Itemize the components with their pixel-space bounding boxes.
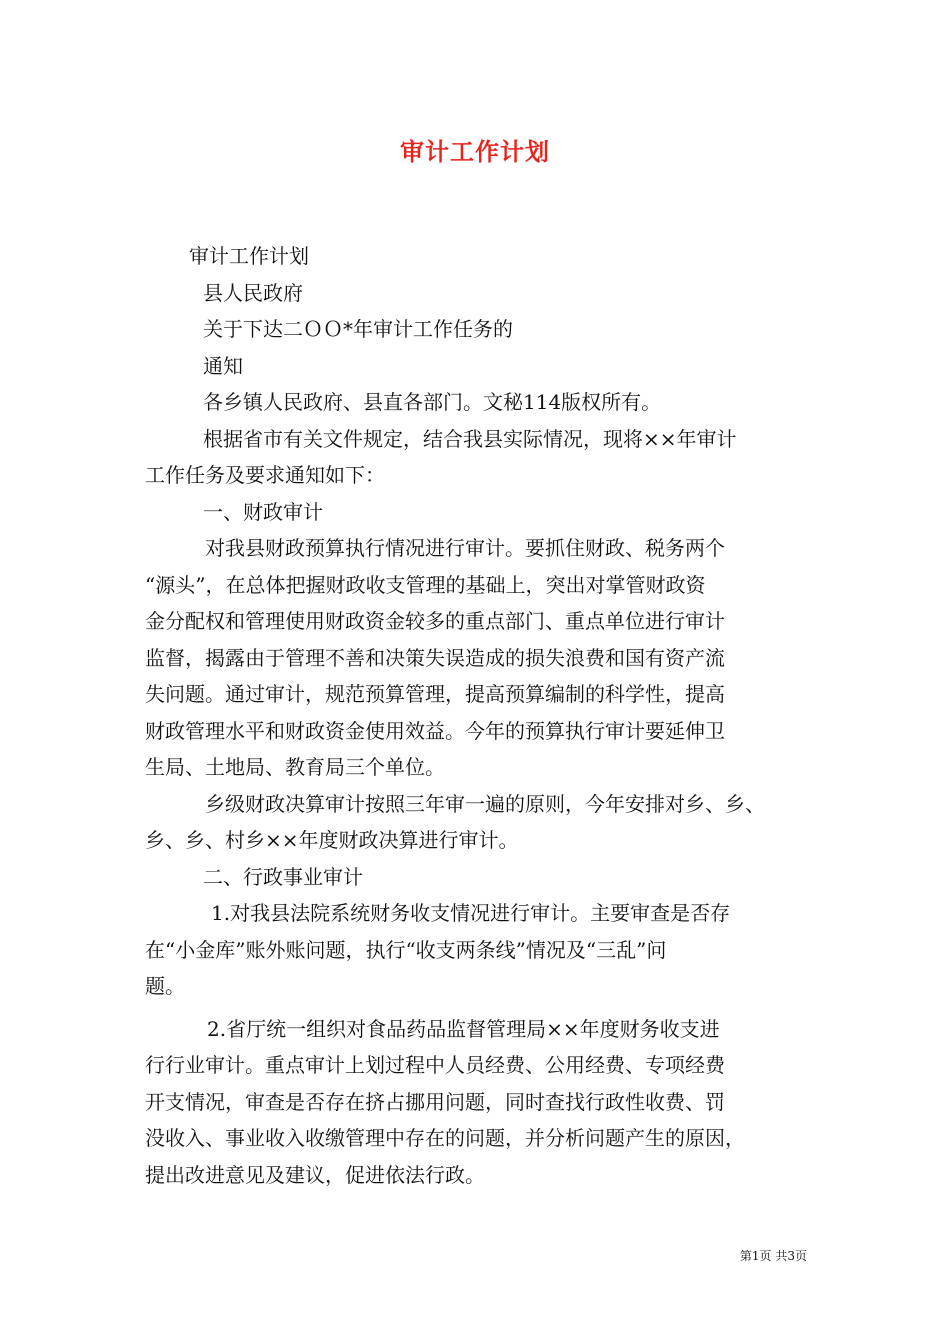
body-line: 县人民政府	[203, 280, 303, 305]
body-line: 行行业审计。重点审计上划过程中人员经费、公用经费、专项经费	[145, 1053, 725, 1077]
body-line: 各乡镇人民政府、县直各部门。文秘114版权所有。	[203, 390, 662, 414]
body-line: 乡、乡、村乡××年度财政决算进行审计。	[145, 828, 519, 852]
body-line: 提出改进意见及建议，促进依法行政。	[145, 1162, 485, 1187]
body-line: 审计工作计划	[189, 244, 309, 268]
body-line: 通知	[203, 353, 243, 378]
body-line: 金分配权和管理使用财政资金较多的重点部门、重点单位进行审计	[145, 609, 725, 633]
body-line: 失问题。通过审计，规范预算管理，提高预算编制的科学性，提高	[145, 682, 725, 706]
page-number: 第1页 共3页	[739, 1249, 807, 1263]
body-line: 根据省市有关文件规定，结合我县实际情况，现将××年审计	[203, 426, 737, 451]
body-line: 乡级财政决算审计按照三年审一遍的原则，今年安排对乡、乡、	[205, 791, 765, 816]
body-line: 没收入、事业收入收缴管理中存在的问题，并分析问题产生的原因，	[145, 1126, 745, 1150]
body-line: 财政管理水平和财政资金使用效益。今年的预算执行审计要延伸卫	[145, 718, 725, 743]
body-line: 监督，揭露由于管理不善和决策失误造成的损失浪费和国有资产流	[145, 645, 725, 670]
body-line: 1.对我县法院系统财务收支情况进行审计。主要审查是否存	[211, 901, 731, 925]
document-body	[145, 238, 835, 1193]
body-line: 对我县财政预算执行情况进行审计。要抓住财政、税务两个	[205, 536, 725, 560]
document-title: 审计工作计划	[400, 137, 550, 166]
body-line: 关于下达二ＯＯ*年审计工作任务的	[203, 317, 513, 341]
body-line: 生局、土地局、教育局三个单位。	[145, 755, 445, 779]
body-line: 开支情况，审查是否存在挤占挪用问题，同时查找行政性收费、罚	[145, 1089, 725, 1114]
body-line: 工作任务及要求通知如下：	[145, 463, 385, 487]
body-line: 在“小金库”账外账问题，执行“收支两条线”情况及“三乱”问	[145, 937, 667, 962]
body-line: 题。	[145, 974, 185, 998]
body-line: 二、行政事业审计	[203, 864, 363, 889]
body-line: “源头”，在总体把握财政收支管理的基础上，突出对掌管财政资	[145, 572, 706, 597]
body-line: 2.省厅统一组织对食品药品监督管理局××年度财务收支进	[207, 1016, 720, 1041]
body-line: 一、财政审计	[203, 499, 323, 524]
